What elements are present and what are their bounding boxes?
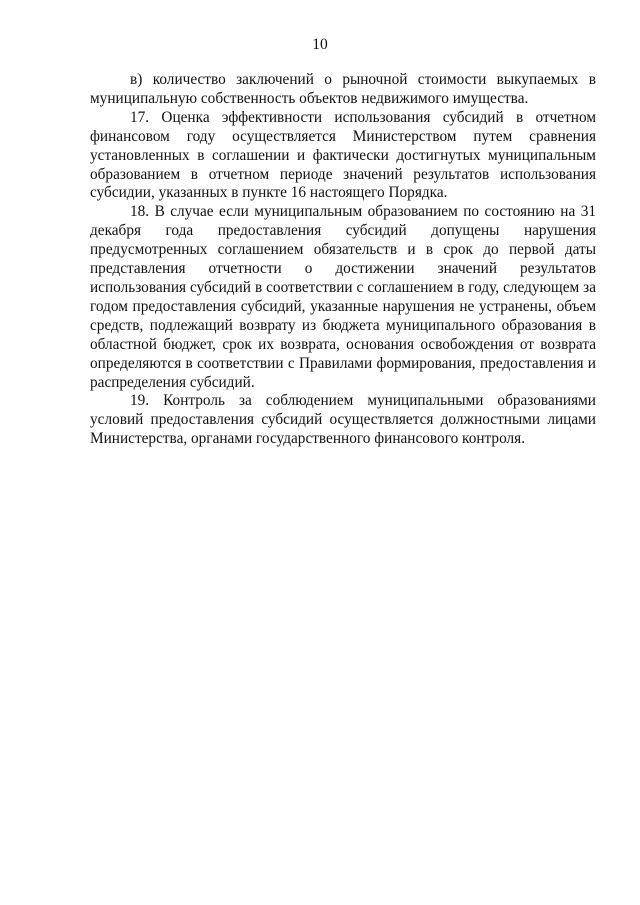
page-number: 10 <box>312 36 328 53</box>
paragraph-19: 19. Контроль за соблюдением муниципальными образованиями условий предоставления субсидий осуществляется должностными лицами Министерства, органами государственного финансового контроля. <box>90 392 596 448</box>
paragraph-18: 18. В случае если муниципальным образованием по состоянию на 31 декабря года предоставления субсидий допущены нарушения предусмотренных соглашением обязательств и в срок до первой даты представления отчетности о достижении значений результатов использования субсидий в соответствии с соглашением в году, следующем за годом предоставления субсидий, указанные нарушения не устранены, объем средств, подлежащий возврату из бюджета муниципального образования в областной бюджет, срок их возврата, основания освобождения от возврата определяются в соответствии с Правилами формирования, предоставления и распределения субсидий. <box>90 203 596 391</box>
paragraph-item-v: в) количество заключений о рыночной стоимости выкупаемых в муниципальную собственность объектов недвижимого имущества. <box>90 71 596 107</box>
document-body <box>90 71 596 449</box>
paragraph-17: 17. Оценка эффективности использования субсидий в отчетном финансовом году осуществляется Министерством путем сравнения установленных в соглашении и фактически достигнутых муниципальным образованием в отчетном периоде значений результатов использования субсидии, указанных в пункте 16 настоящего Порядка. <box>90 108 596 202</box>
